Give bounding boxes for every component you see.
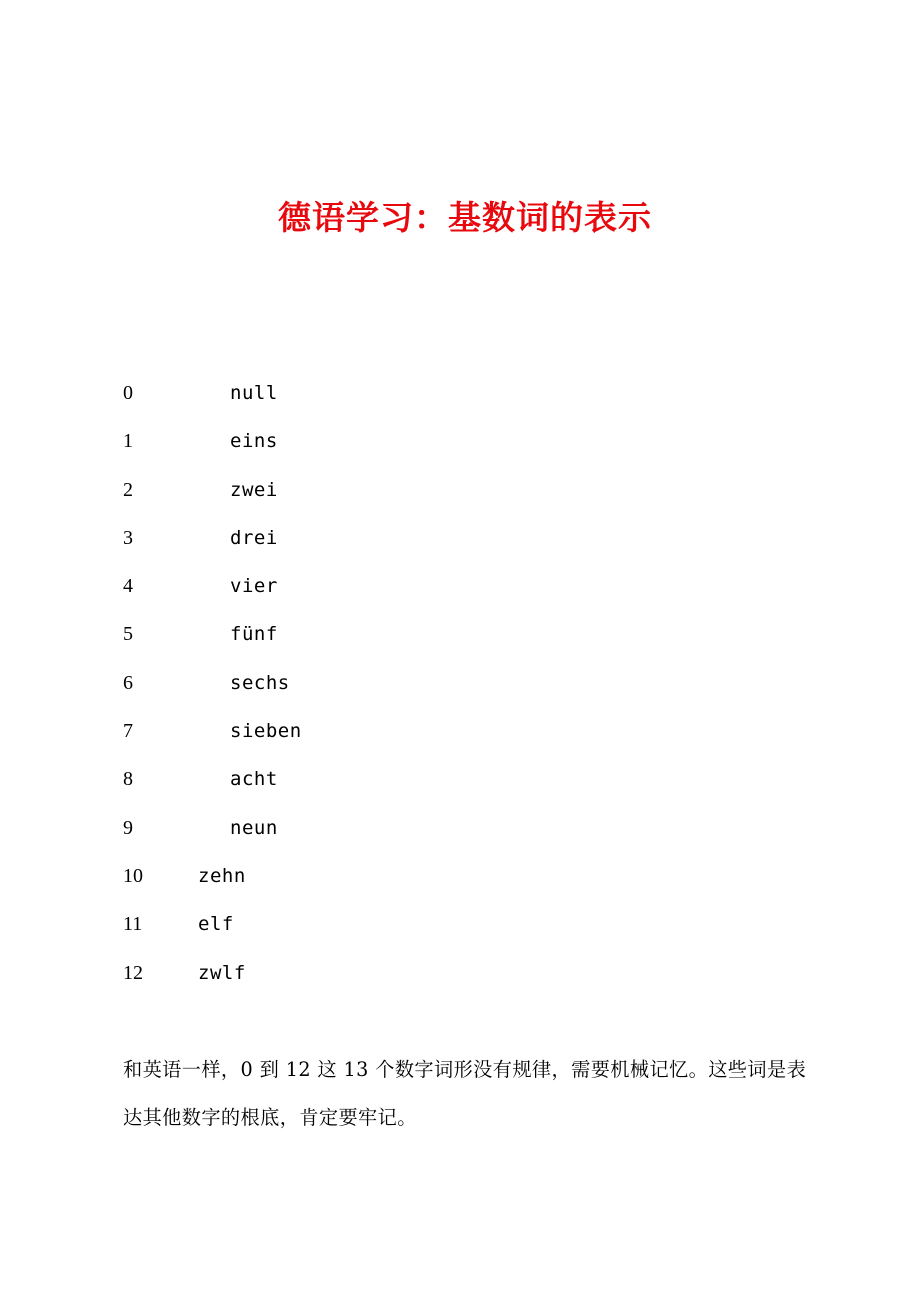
number-word: zwei xyxy=(230,478,278,501)
number-word: zwlf xyxy=(198,961,246,984)
number-word: vier xyxy=(230,575,278,598)
number-word: neun xyxy=(230,816,278,839)
number-digit: 7 xyxy=(123,720,133,743)
number-digit: 4 xyxy=(123,575,133,598)
number-word: fünf xyxy=(230,623,278,646)
list-item xyxy=(123,853,302,901)
number-word: sieben xyxy=(230,720,302,743)
list-item xyxy=(123,563,302,611)
list-item xyxy=(123,901,302,949)
list-item xyxy=(123,467,302,515)
number-word: sechs xyxy=(230,671,290,694)
number-digit: 8 xyxy=(123,768,133,791)
number-word: null xyxy=(230,382,278,404)
number-digit: 5 xyxy=(123,623,133,646)
number-word: elf xyxy=(198,913,234,936)
number-digit: 6 xyxy=(123,671,133,694)
number-digit: 2 xyxy=(123,478,133,501)
document-title: 德语学习：基数词的表示 xyxy=(278,198,652,237)
list-item xyxy=(123,756,302,804)
list-item xyxy=(123,418,302,466)
number-digit: 10 xyxy=(123,864,143,887)
list-item xyxy=(123,515,302,563)
list-item xyxy=(123,708,302,756)
list-item xyxy=(123,611,302,659)
number-digit: 11 xyxy=(123,913,143,936)
number-list xyxy=(123,370,302,998)
list-item xyxy=(123,805,302,853)
list-item xyxy=(123,370,302,418)
number-word: acht xyxy=(230,768,278,791)
number-digit: 3 xyxy=(123,526,133,549)
number-word: drei xyxy=(230,526,278,549)
number-digit: 1 xyxy=(123,430,133,453)
number-digit: 12 xyxy=(123,961,143,984)
number-digit: 9 xyxy=(123,816,133,839)
number-digit: 0 xyxy=(123,382,133,404)
list-item xyxy=(123,660,302,708)
body-paragraph: 和英语一样，0 到 12 这 13 个数字词形没有规律，需要机械记忆。这些词是表达其他数字的根底，肯定要牢记。 xyxy=(123,1058,807,1129)
list-item xyxy=(123,950,302,998)
number-word: eins xyxy=(230,430,278,453)
number-word: zehn xyxy=(198,864,246,887)
